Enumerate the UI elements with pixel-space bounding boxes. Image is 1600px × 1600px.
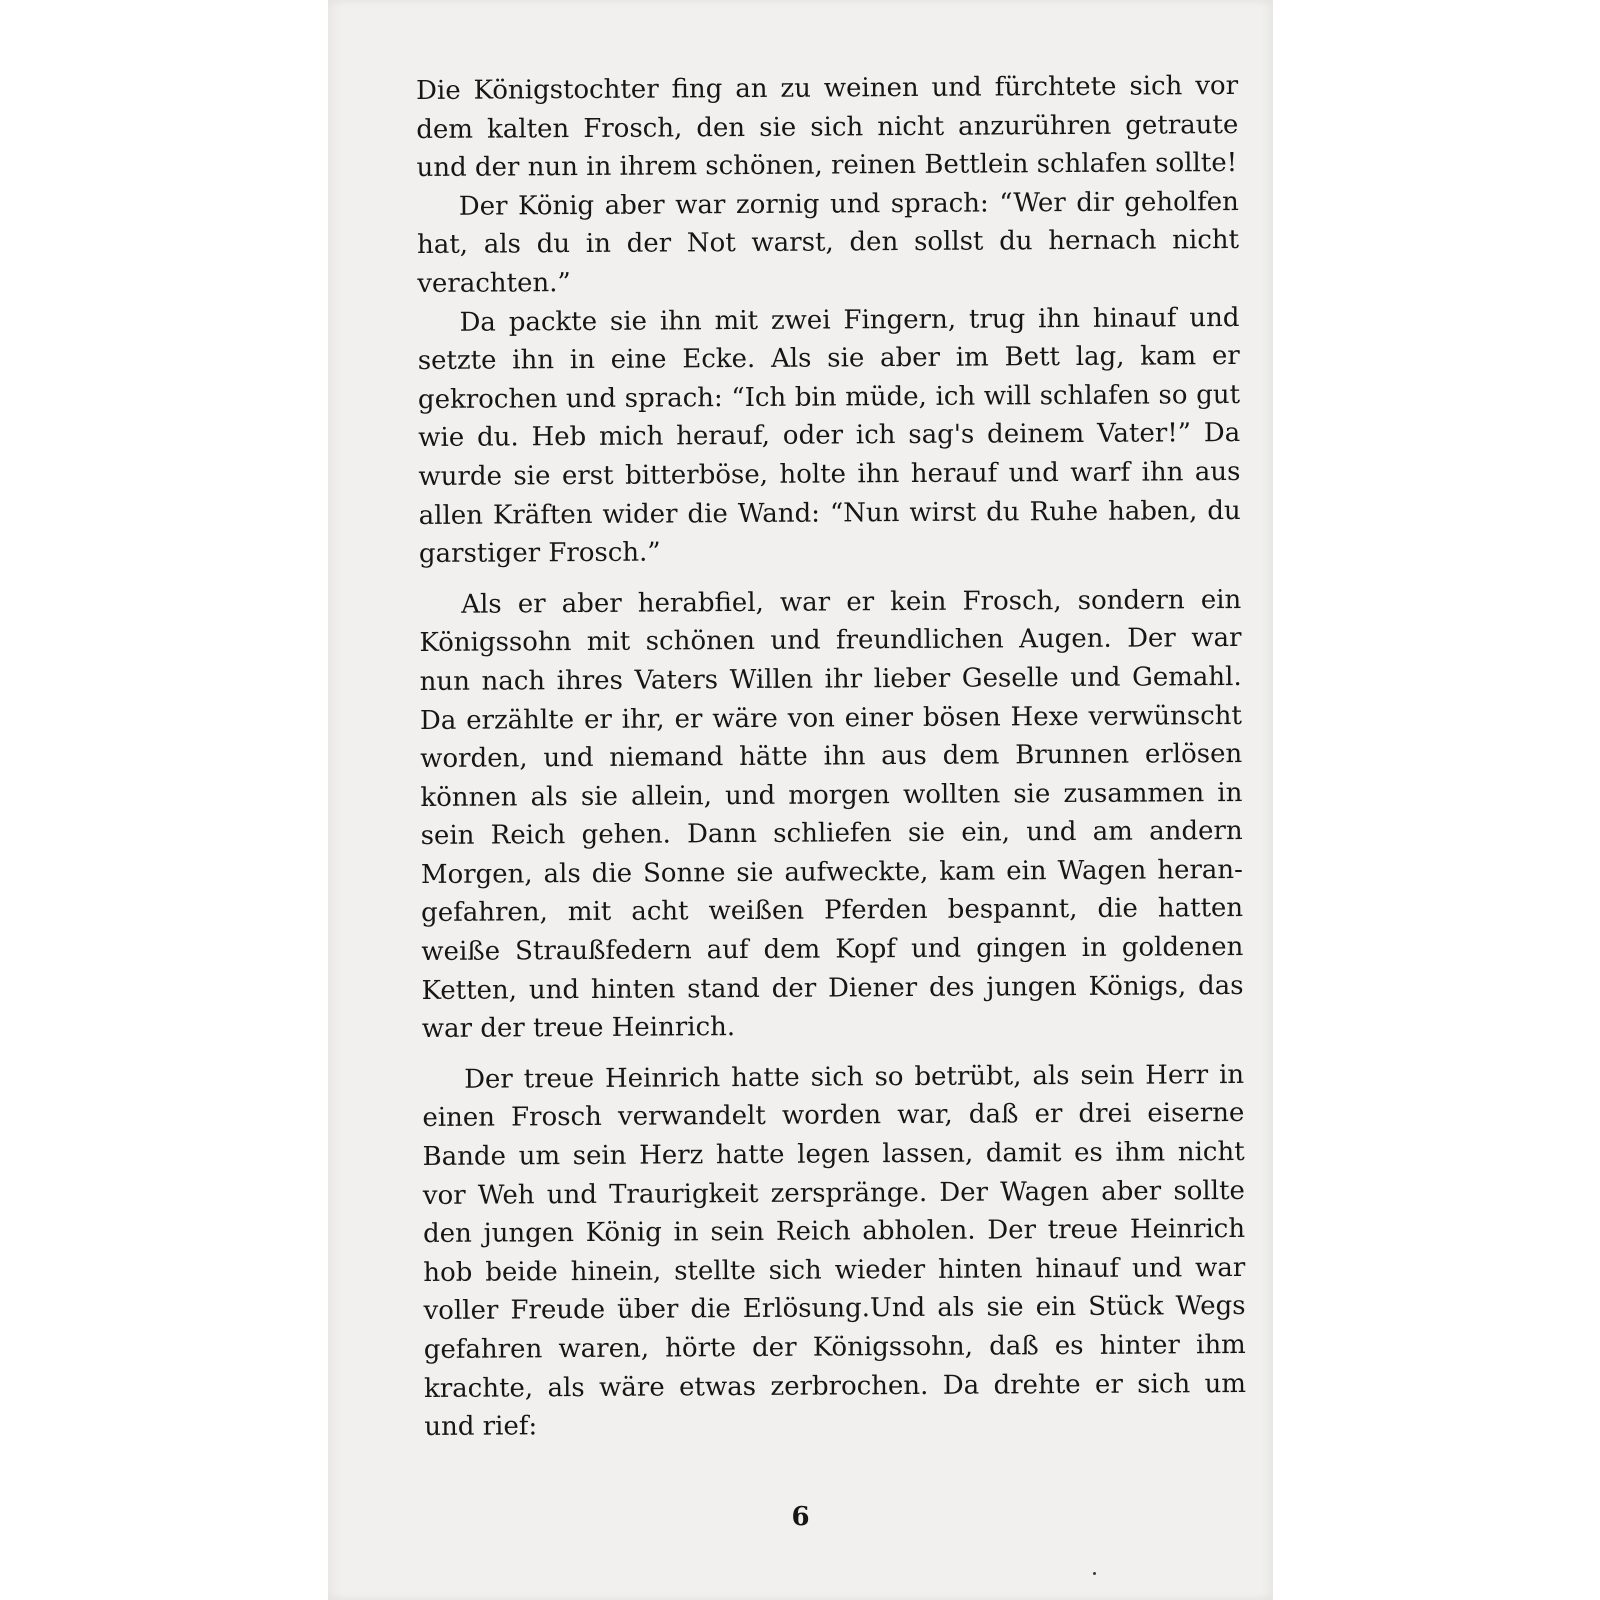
paragraph-5: Der treue Heinrich hatte sich so betrübt, als sein Herr in einen Frosch verwandelt worden war, daß er drei eiserne Bande um sein Herz hatte legen lassen, damit es ihm nicht vor Weh und Traurigkeit zerspränge. Der Wagen aber sollte den jungen König in sein Reich abholen. Der treue Heinrich hob beide hinein, stellte sich wieder hinten hinauf und war voller Freude über die Erlösung.Und als sie ein Stück Wegs gefahren waren, hörte der Königssohn, daß es hinter ihm krachte, als wäre etwas zerbrochen. Da drehte er sich um und rief: xyxy=(422,1059,1247,1443)
paragraph-3: Da packte sie ihn mit zwei Fingern, trug ihn hinauf und setzte ihn in eine Ecke. Als sie aber im Bett lag, kam er gekrochen und sprach: “Ich bin müde, ich will schlafen so gut wie du. Heb mich herauf, oder ich sag's deinem Vater!” Da wurde sie erst bitterböse, holte ihn herauf und warf ihn aus allen Kräften wider die Wand: “Nun wirst du Ruhe haben, du garstiger Frosch.” xyxy=(417,302,1241,570)
book-page xyxy=(328,0,1273,1600)
paragraph-2: Der König aber war zornig und sprach: “Wer dir geholfen hat, als du in der Not warst, den sollst du hernach nicht verachten.” xyxy=(416,186,1240,299)
page-number: 6 xyxy=(791,1502,810,1532)
print-speck xyxy=(1093,1572,1096,1575)
paragraph-1: Die Königstochter fing an zu weinen und fürchtete sich vor dem kalten Frosch, den sie sich nicht anzurühren getraute und der nun in ihrem schönen, reinen Bettlein schlafen sollte! xyxy=(416,70,1239,184)
body-text xyxy=(416,67,1246,1447)
paragraph-4: Als er aber herabfiel, war er kein Frosch, sondern ein Königssohn mit schönen und freundlichen Augen. Der war nun nach ihres Vaters Willen ihr lieber Geselle und Gemahl. Da erzählte er ihr, er wäre von einer bösen Hexe verwünscht worden, und niemand hätte ihn aus dem Brunnen erlösen können als sie allein, und morgen wollten sie zusammen in sein Reich gehen. Dann schliefen sie ein, und am andern Morgen, als die Sonne sie aufweckte, kam ein Wagen heran-gefahren, mit acht weißen Pferden bespannt, die hatten weiße Straußfedern auf dem Kopf und gingen in goldenen Ketten, und hinten stand der Diener des jungen Königs, das war der treue Heinrich. xyxy=(419,584,1244,1045)
